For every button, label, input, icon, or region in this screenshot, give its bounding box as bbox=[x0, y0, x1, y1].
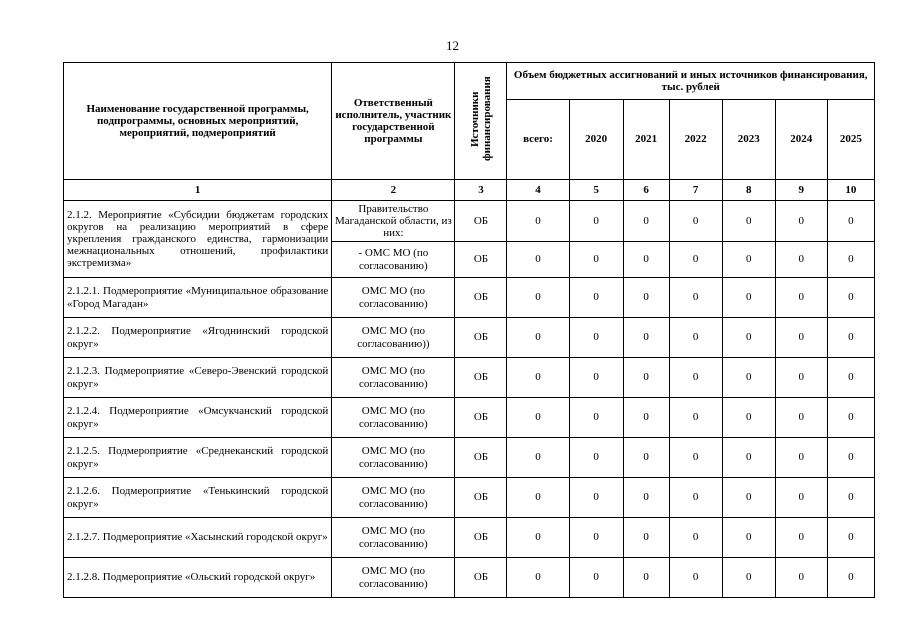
source-cell: ОБ bbox=[455, 478, 507, 518]
value-cell: 0 bbox=[669, 318, 722, 358]
value-cell: 0 bbox=[623, 358, 669, 398]
value-cell: 0 bbox=[775, 398, 827, 438]
header-source-label: Источники финансирования bbox=[468, 77, 493, 162]
value-cell: 0 bbox=[722, 438, 775, 478]
value-cell: 0 bbox=[669, 358, 722, 398]
source-cell: ОБ bbox=[455, 318, 507, 358]
value-cell: 0 bbox=[507, 278, 569, 318]
header-year: 2025 bbox=[827, 100, 874, 180]
header-funding-group: Объем бюджетных ассигнований и иных источников финансирования, тыс. рублей bbox=[507, 63, 875, 100]
executor-cell: ОМС МО (по согласованию) bbox=[332, 358, 455, 398]
value-cell: 0 bbox=[569, 358, 623, 398]
table-row bbox=[64, 358, 875, 398]
value-cell: 0 bbox=[775, 478, 827, 518]
value-cell: 0 bbox=[623, 398, 669, 438]
value-cell: 0 bbox=[623, 478, 669, 518]
value-cell: 0 bbox=[827, 242, 874, 278]
value-cell: 0 bbox=[507, 201, 569, 242]
value-cell: 0 bbox=[775, 438, 827, 478]
value-cell: 0 bbox=[827, 438, 874, 478]
value-cell: 0 bbox=[507, 242, 569, 278]
value-cell: 0 bbox=[669, 201, 722, 242]
value-cell: 0 bbox=[722, 278, 775, 318]
value-cell: 0 bbox=[569, 478, 623, 518]
value-cell: 0 bbox=[775, 201, 827, 242]
header-year: 2023 bbox=[722, 100, 775, 180]
measure-name: 2.1.2.5. Подмероприятие «Среднеканский городской округ» bbox=[64, 438, 332, 478]
value-cell: 0 bbox=[827, 278, 874, 318]
executor-cell: ОМС МО (по согласованию)) bbox=[332, 318, 455, 358]
source-cell: ОБ bbox=[455, 518, 507, 558]
value-cell: 0 bbox=[722, 318, 775, 358]
header-year: 2020 bbox=[569, 100, 623, 180]
value-cell: 0 bbox=[775, 278, 827, 318]
value-cell: 0 bbox=[669, 518, 722, 558]
measure-name: 2.1.2.2. Подмероприятие «Ягоднинский городской округ» bbox=[64, 318, 332, 358]
source-cell: ОБ bbox=[455, 398, 507, 438]
value-cell: 0 bbox=[775, 518, 827, 558]
source-cell: ОБ bbox=[455, 201, 507, 242]
value-cell: 0 bbox=[775, 558, 827, 598]
value-cell: 0 bbox=[507, 518, 569, 558]
measure-name: 2.1.2.3. Подмероприятие «Северо-Эвенский городской округ» bbox=[64, 358, 332, 398]
column-number: 9 bbox=[775, 180, 827, 201]
value-cell: 0 bbox=[827, 201, 874, 242]
column-number: 4 bbox=[507, 180, 569, 201]
measure-name: 2.1.2.8. Подмероприятие «Ольский городской округ» bbox=[64, 558, 332, 598]
value-cell: 0 bbox=[722, 518, 775, 558]
value-cell: 0 bbox=[827, 318, 874, 358]
table-row bbox=[64, 398, 875, 438]
value-cell: 0 bbox=[623, 201, 669, 242]
value-cell: 0 bbox=[827, 558, 874, 598]
measure-name: 2.1.2.1. Подмероприятие «Муниципальное образование «Город Магадан» bbox=[64, 278, 332, 318]
value-cell: 0 bbox=[569, 318, 623, 358]
value-cell: 0 bbox=[669, 242, 722, 278]
source-cell: ОБ bbox=[455, 558, 507, 598]
executor-cell: ОМС МО (по согласованию) bbox=[332, 438, 455, 478]
header-year: 2022 bbox=[669, 100, 722, 180]
column-number: 10 bbox=[827, 180, 874, 201]
executor-cell: ОМС МО (по согласованию) bbox=[332, 558, 455, 598]
value-cell: 0 bbox=[669, 438, 722, 478]
table-row bbox=[64, 478, 875, 518]
value-cell: 0 bbox=[669, 278, 722, 318]
table-row bbox=[64, 518, 875, 558]
value-cell: 0 bbox=[722, 558, 775, 598]
column-number: 7 bbox=[669, 180, 722, 201]
column-number: 5 bbox=[569, 180, 623, 201]
header-total: всего: bbox=[507, 100, 569, 180]
page-number: 12 bbox=[446, 38, 459, 53]
executor-cell: ОМС МО (по согласованию) bbox=[332, 518, 455, 558]
value-cell: 0 bbox=[775, 242, 827, 278]
value-cell: 0 bbox=[722, 242, 775, 278]
header-year: 2021 bbox=[623, 100, 669, 180]
value-cell: 0 bbox=[669, 478, 722, 518]
source-cell: ОБ bbox=[455, 242, 507, 278]
table-row bbox=[64, 278, 875, 318]
value-cell: 0 bbox=[623, 518, 669, 558]
column-number: 6 bbox=[623, 180, 669, 201]
value-cell: 0 bbox=[827, 398, 874, 438]
table-row bbox=[64, 558, 875, 598]
value-cell: 0 bbox=[775, 318, 827, 358]
value-cell: 0 bbox=[569, 201, 623, 242]
header-executor: Ответственный исполнитель, участник государственной программы bbox=[332, 63, 455, 180]
column-number: 1 bbox=[64, 180, 332, 201]
value-cell: 0 bbox=[569, 398, 623, 438]
measure-name: 2.1.2.6. Подмероприятие «Тенькинский городской округ» bbox=[64, 478, 332, 518]
header-name: Наименование государственной программы, подпрограммы, основных мероприятий, мероприятий, подмероприятий bbox=[64, 63, 332, 180]
header-year: 2024 bbox=[775, 100, 827, 180]
value-cell: 0 bbox=[569, 242, 623, 278]
value-cell: 0 bbox=[569, 518, 623, 558]
column-numbers-row bbox=[64, 180, 875, 201]
value-cell: 0 bbox=[827, 518, 874, 558]
measure-name: 2.1.2. Мероприятие «Субсидии бюджетам городских округов на реализацию мероприятий в сфере укрепления гражданского единства, гармонизации межнациональных отношений, профилактики экстремизма» bbox=[64, 201, 332, 278]
value-cell: 0 bbox=[569, 558, 623, 598]
budget-table bbox=[63, 62, 875, 598]
value-cell: 0 bbox=[623, 438, 669, 478]
table-row bbox=[64, 318, 875, 358]
value-cell: 0 bbox=[623, 558, 669, 598]
value-cell: 0 bbox=[669, 398, 722, 438]
executor-cell: - ОМС МО (по согласованию) bbox=[332, 242, 455, 278]
executor-cell: Правительство Магаданской области, из них: bbox=[332, 201, 455, 242]
executor-cell: ОМС МО (по согласованию) bbox=[332, 398, 455, 438]
value-cell: 0 bbox=[623, 278, 669, 318]
value-cell: 0 bbox=[507, 358, 569, 398]
value-cell: 0 bbox=[775, 358, 827, 398]
table-row bbox=[64, 201, 875, 242]
value-cell: 0 bbox=[507, 478, 569, 518]
value-cell: 0 bbox=[569, 438, 623, 478]
executor-cell: ОМС МО (по согласованию) bbox=[332, 278, 455, 318]
value-cell: 0 bbox=[507, 438, 569, 478]
source-cell: ОБ bbox=[455, 278, 507, 318]
value-cell: 0 bbox=[569, 278, 623, 318]
column-number: 3 bbox=[455, 180, 507, 201]
value-cell: 0 bbox=[623, 242, 669, 278]
table-row bbox=[64, 438, 875, 478]
value-cell: 0 bbox=[507, 558, 569, 598]
value-cell: 0 bbox=[722, 398, 775, 438]
source-cell: ОБ bbox=[455, 358, 507, 398]
value-cell: 0 bbox=[827, 358, 874, 398]
column-number: 8 bbox=[722, 180, 775, 201]
header-source bbox=[455, 63, 507, 180]
value-cell: 0 bbox=[722, 201, 775, 242]
value-cell: 0 bbox=[507, 318, 569, 358]
measure-name: 2.1.2.7. Подмероприятие «Хасынский городской округ» bbox=[64, 518, 332, 558]
source-cell: ОБ bbox=[455, 438, 507, 478]
value-cell: 0 bbox=[722, 478, 775, 518]
value-cell: 0 bbox=[722, 358, 775, 398]
value-cell: 0 bbox=[827, 478, 874, 518]
value-cell: 0 bbox=[669, 558, 722, 598]
measure-name: 2.1.2.4. Подмероприятие «Омсукчанский городской округ» bbox=[64, 398, 332, 438]
value-cell: 0 bbox=[507, 398, 569, 438]
column-number: 2 bbox=[332, 180, 455, 201]
value-cell: 0 bbox=[623, 318, 669, 358]
executor-cell: ОМС МО (по согласованию) bbox=[332, 478, 455, 518]
